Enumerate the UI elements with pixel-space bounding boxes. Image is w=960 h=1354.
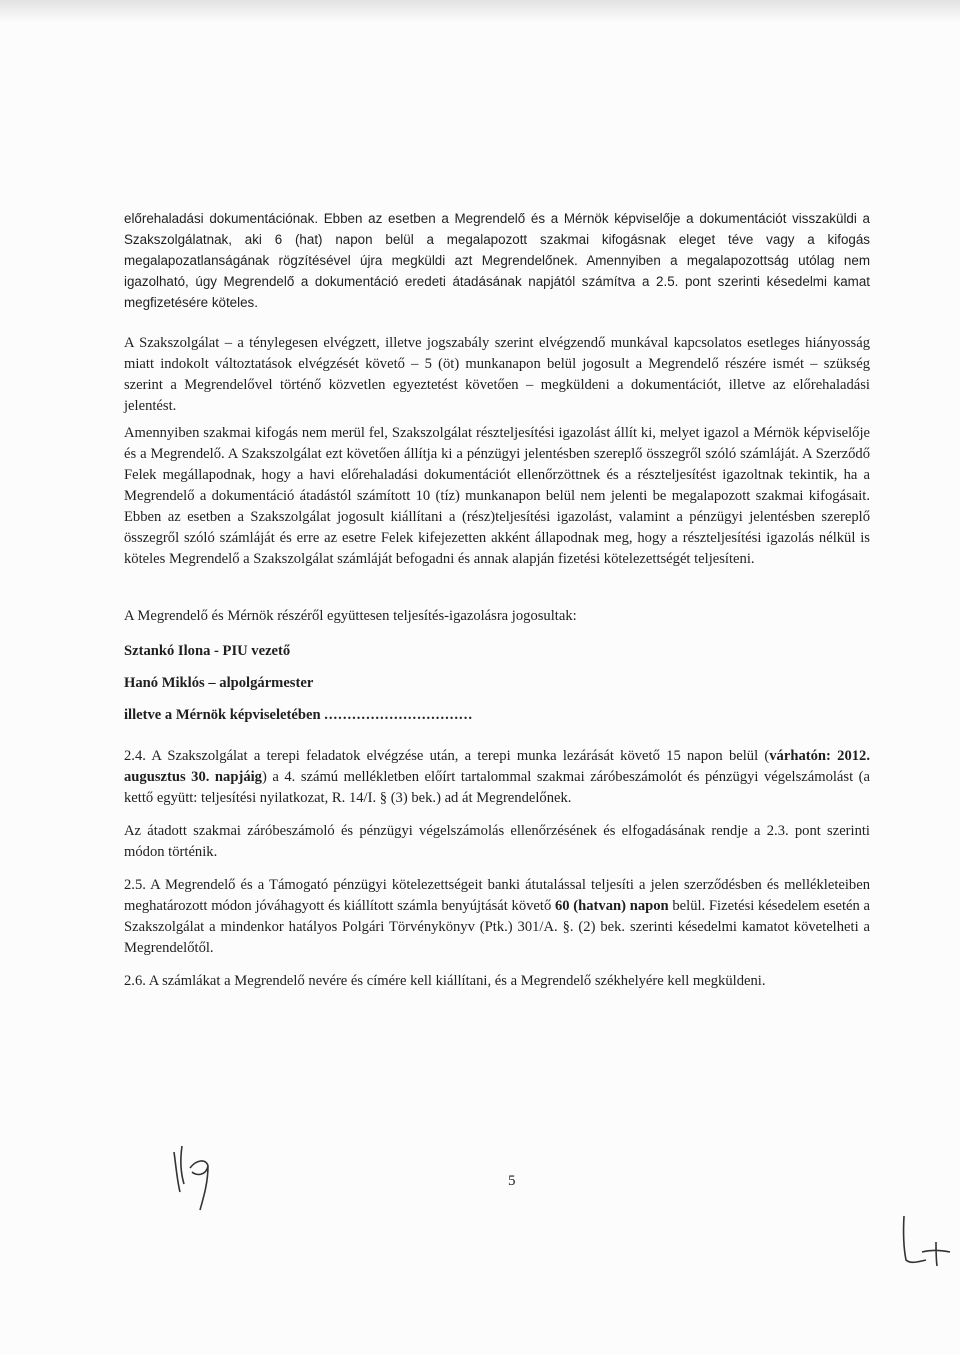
signatory-mernok (124, 705, 870, 726)
signatories-intro: A Megrendelő és Mérnök részéről együttesen teljesítés-igazolásra jogosultak: (124, 608, 577, 624)
paragraph-szakszolgalat-ismet: A Szakszolgálat – a ténylegesen elvégzett, illetve jogszabály szerint elvégzendő munkával kapcsolatos esetleges hiányosság miatt indokolt változtatások elvégzését követő – 5 (öt) munkanapon belül jogosult a Megrendelő részére ismét – szükség szerint a Megrendelővel történő közvetlen egyeztetést követően – megküldeni a dokumentációt, illetve az előrehaladási jelentést. (124, 335, 870, 414)
signature-dots: ................................ (324, 707, 473, 723)
section-2-6: 2.6. A számlákat a Megrendelő nevére és címére kell kiállítani, és a Megrendelő székhelyére kell megküldeni. (124, 973, 766, 989)
signatory-hano: Hanó Miklós – alpolgármester (124, 675, 314, 691)
section-2-4-text-a: 2.4. A Szakszolgálat a terepi feladatok elvégzése után, a terepi munka lezárását követő 15 napon belül ( (124, 748, 770, 764)
section-2-5-payment-term: 60 (hatvan) napon (554, 898, 669, 914)
scan-edge (0, 0, 960, 22)
handwritten-initials-right (896, 1212, 954, 1272)
section-2-5-text-c: belül. Fizetési késedelem esetén a Szakszolgálat a mindenkor hatályos Polgári Törvénykönyv (Ptk.) 301/A. §. (2) bek. szerinti késedelmi kamatot követelheti a Megrendelőtől. (124, 898, 870, 956)
section-2-4-text-c: ) a 4. számú mellékletben előírt tartalommal szakmai záróbeszámolót és pénzügyi végelszámolást (a kettő együtt: teljesítési nyilatkozat, R. 14/I. § (3) bek.) ad át Megrendelőnek. (124, 769, 870, 806)
signatory-mernok-label: illetve a Mérnök képviseletében (124, 707, 321, 723)
section-2-5 (124, 875, 870, 959)
handwritten-initials-left (168, 1136, 218, 1214)
section-2-4-deadline-label: várható (769, 748, 818, 764)
page-number: 5 (508, 1173, 516, 1189)
signatory-sztanko: Sztankó Ilona - PIU vezető (124, 643, 291, 659)
section-2-4-deadline-date: n: 2012. augusztus 30. napjáig (124, 748, 870, 785)
section-2-4-review: Az átadott szakmai záróbeszámoló és pénzügyi végelszámolás ellenőrzésének és elfogadásának rendje a 2.3. pont szerinti módon történik. (124, 823, 870, 860)
document-page (124, 208, 870, 992)
paragraph-reszteljesitesi-igazolas: Amennyiben szakmai kifogás nem merül fel, Szakszolgálat részteljesítési igazolást állít ki, melyet igazol a Mérnök képviselője és a Megrendelő. A Szakszolgálat ezt követően állítja ki a pénzügyi jelentésben szereplő összegről szóló számláját. A Szerződő Felek megállapodnak, hogy a havi előrehaladási dokumentációt ellenőrzöttnek és a részteljesítést igazoltnak tekintik, ha a Megrendelő a dokumentáció átadástól számított 10 (tíz) munkanapon belül nem jelenti be megalapozott szakmai kifogásait. Ebben az esetben a Szakszolgálat jogosult kiállítani a (rész)teljesítési igazolást, valamint a pénzügyi jelentésben szereplő összegről szóló számláját és erre az esetre Felek kifejezetten akként állapodnak meg, hogy a részteljesítési igazolás nélkül is köteles Megrendelő a Szakszolgálat számláját befogadni és annak alapján fizetési kötelezettségét teljesíteni. (124, 425, 870, 567)
section-2-5-text-a: 2.5. A Megrendelő és a Támogató pénzügyi kötelezettségeit banki átutalással teljesíti a jelen szerződésben és mellékleteiben meghatározott módon jóváhagyott és kiállított számla benyújtását követő (124, 877, 870, 914)
paragraph-dokumentacio: előrehaladási dokumentációnak. Ebben az esetben a Megrendelő és a Mérnök képviselője a dokumentációt visszaküldi a Szakszolgálatnak, aki 6 (hat) napon belül a megalapozott szakmai kifogásnak eleget téve vagy a kifogás megalapozatlanságának rögzítésével újra megküldi azt Megrendelőnek. Amennyiben a megalapozottság utólag nem igazolható, úgy Megrendelő a dokumentáció eredeti átadásának napjától számítva a 2.5. pont szerinti késedelmi kamat megfizetésére köteles. (124, 211, 870, 310)
section-2-4 (124, 746, 870, 809)
signatories-block (124, 606, 870, 726)
